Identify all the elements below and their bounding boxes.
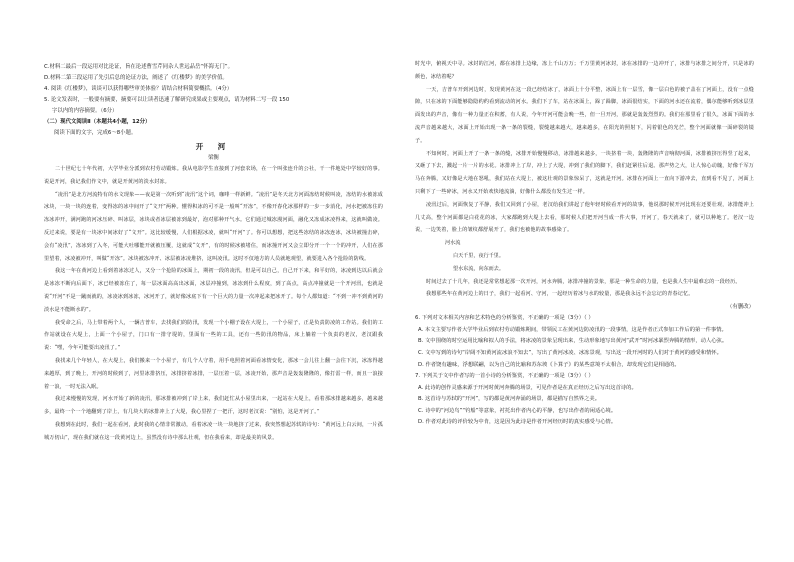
right-column xyxy=(397,0,794,562)
story-paragraph: 二十世纪七十年代初，大学毕业分派到农村劳动锻炼。我从电影学生直接到了河套农场，在一个叫张连升的公社，干一件地处中学较好的事。说是开河，我记我们作文中，就是开黄河的淡水封冻。 xyxy=(44,166,383,185)
option-b: B. 这首诗与苏轼的“开河”，写的都是黄河奔涌的场景，都是描写自然界之美。 xyxy=(418,396,600,403)
section-instruction: 阅读下面的文字，完成6～8小题。 xyxy=(54,130,137,136)
option-c: C. 诗中的“河边鸟”“钓船”等意象，衬托出作者内心的平静，也写出作者的闲适心境。 xyxy=(418,407,617,414)
question-5-line-1: 5. 论文发表时，一般要有摘要，摘要可以让读者迅速了解研究成果或主要观点，请为材料二写一段 150 xyxy=(44,97,290,103)
option-c: C. 文中写到的诗句“岸阔不知黄河流冰浪不知去”，写出了黄河冰凌、冰冻景观，写出这一段开河时的人们对于黄河的感受和情怀。 xyxy=(418,349,722,356)
poem-line: 望水东流，向东而去。 xyxy=(453,265,504,272)
story-paragraph: 时间过去了十几年，我还是常常想起那一次开河，河水奔腾，冰排冲撞的景象，那是一种生命的力量，也是我人生中最难忘的一段经历。 xyxy=(426,278,741,285)
story-paragraph: 一天，吉普车开到河边时，发现黄河在这一段已经结冰了，冰面上十分平整，冰面上有一层雪，像一层白色的被子盖在了河面上，没有一点缝隙，只在冰的下面能够隐隐约约看到流动的河水。我们下了车，站在冰面上，跺了跺脚，冰面很结实，下面的河水还在流着，偶尔能够听到冰层里面发出的声音，像有一种力量正在积蓄，有人说，今年开河可能会晚一些，但一旦开河，那就是轰轰烈烈的。我们在那里看了很久，冰面下面的水流声音越来越大，冰面上开始出现一条一条的裂缝，裂缝越来越大，越来越多，在阳光的照射下，闪着银色的光芒，整个河面就像一面碎裂的镜子。 xyxy=(415,86,754,144)
option-a: A. 本文主要写作者大学毕业后到农村劳动锻炼期间，带领民工在黄河边防凌汛的一段事情，这是作者正式参加工作后的第一件事情。 xyxy=(418,326,727,333)
option-b: B. 文中围绕的时空运用比喻和拟人的手法，将冰凌的景象呈现出来，生动形象地写出黄河“武开”时河冰暴烈奔腾的情形，动人心弦。 xyxy=(418,338,728,345)
section-heading: （二）现代文阅读Ⅱ（本题共4小题，12分） xyxy=(44,119,151,125)
story-paragraph: 我找来几个年轻人，在大堤上，我们搬来一个小屋子，有几个人守着，用手电照着河面看冰情变化，那冰一会儿往上翻一会往下沉，冰冻得越来越厚，到了晚上，开河的时候到了，河里冰排挤压，冰排挤着冰排，一层压着一层，冰凌开始，那声音是轰轰隆隆的，像打雷一样，而且一浪接着一浪，一时无法入眠。 xyxy=(44,357,383,390)
option-d: D. 作者饶有趣味，浮想联翩，以为自己的比喻和苏东坡《卜算子》的某些意境不太相合，却发现它们是相通的。 xyxy=(418,361,680,368)
question-7 xyxy=(415,371,754,429)
option-c: C.材料二最后一段运用对比论证，旨在论述曹雪芹同杂人世远品岳“怀海无门”。 xyxy=(44,64,233,70)
poem-line: 河水流 xyxy=(445,240,461,247)
poem-line: 白天千里，夜行千里。 xyxy=(453,252,504,259)
question-stem: 7. 下列关于文中作者写的一首小诗的分析鉴赏，不正确的一项是（3分）（ ） xyxy=(415,373,594,380)
story-paragraph: 我想到在此时，我们一起在看河，此时我的心情非常激动，看着冰凌一块一块地挤了过来，我突然想起苏轼的诗句：“黄河远上白云间，一片孤城万仞山”，现在我们就在这一段黄河边上，虽然没有诗中那么壮观，但在我看来，却是最美的风景。 xyxy=(44,421,383,441)
story-title: 开 河 xyxy=(195,142,232,151)
story-paragraph: “凌汛”是北方河流特有的水文现象——夜是第一次听到“凌汛”这个词，咖啡一样新鲜。“凌汛”是冬天北方河面冻结时候叫凌，冻结的水被冻成冰块，一块一块的连着，变得冻的冰中间开了“文开”两种。懂得积冰的可不是一般叫“开冻”，不像开春化冰那样的一步一步消化，河水把被冻住的冻冰冲开，满河跑的河冰压碎、叫冰层，冰块或者冰层被冻到最好，泡对那种开气水。它们通过城冻漫河面，融化又冻成冰凌得来，这就叫做凌。反过来说，要是有一块冰中间冰好了“文开”。这比较缓慢，人们根据冰凌，就叫“开河”了。你可以想想，把这些冻结的冰冻连冰，冰块被撞击碎，会有“凌汛”，冻冰到了入冬，可能大吐哪能开就被压覆，这就成“文开”，有的时候冰被堵住，而冰撞开河又会立即分开一个一个的冲开，人们在那里望着，冰凌被冲开，叫做“开冻”。冰块被冻冲开、冰层被冰凌堆挤，这叫凌汛。这时不仅地方的人员就地观望，就要进入各个抢险的防线。 xyxy=(44,191,383,262)
question-stem: 6. 下列对文本相关内容和艺术特色的分析鉴赏，不正确的一项是（3分）（ ） xyxy=(415,315,594,322)
story-paragraph: 我这一年在黄河边上看到着冰冻过人，又分一个抢险的冰面上，期初一段的凌汛，但是可以自己，自己开下来，和平好的，冰凌到达以后就会是冰冻不断向后面下，冰已经被冻住了，每一层冰面高高出冰面，冰层冲撞到，冰冻到什么程度，到了高点，高点冲撞就是一个开河汛，也就是说“开河”不是一蹴而就的，冰凌冰到冰冻，冰河开了，就好像冰底下有一个巨大的力量一次冲起来把冰开了。每个人都知道：“不到一冲不到黄河的淡水是不能断水的”。 xyxy=(44,268,383,313)
poem xyxy=(415,237,754,275)
option-d: D.材料二第三段运用了先引后总的论证方法，阐述了《红楼梦》的美学价值。 xyxy=(44,75,228,81)
story-author: 梁衡 xyxy=(208,155,219,161)
question-5-line-2: 字以内的内容摘要。（6分） xyxy=(52,108,118,114)
question-6 xyxy=(415,313,754,371)
option-a: A. 此诗的创作灵感来源于开河时黄河奔腾的场景，可见作者是在真正经历之后写出这首诗的。 xyxy=(418,384,637,391)
story-paragraph: 我受命之后，马上带着两个人，一辆吉普车，去找我们的防汛，发现一个小棚子设在大堤上，一个小屋子，正是负责防凌的工作站。我们的工作站就设在大堤上，上面一个小屋子，门口有一排守堤的，里面有一些的工具，还有一些防汛的物品，床上躺着一个负责的老汉，老汉跟我说：“嘿，今年可能要出凌汛了。” xyxy=(44,319,383,352)
story-paragraph: 我想那些年在黄河边上的日子，我们一起看河、守河，一起经历着冰与水的较量，那是我永远不会忘记的青春记忆。 xyxy=(426,291,694,298)
source-note: （有删改） xyxy=(727,304,754,311)
story-paragraph: 时光中，俯视天中寻。冰封的江河，都在冰排上边缘，冻上千山万万；千万里黄河冰封，冰在冰排的一边冲开了，冰排与冰排之间分开，只是冰的颜色，冰结着呢？ xyxy=(415,61,754,80)
story-paragraph: 不知何时，河面上开了一条一条的缝，冰排开始慢慢移动，冰排越来越多，一块挤着一块，轰隆隆的声音响彻河面，冰排被挤压得竖了起来，又砸了下去，溅起一片一片的水花。冰排冲上了岸，冲上了大堤，冲到了我们的脚下，我们赶紧往后退。那声势之大，让人惊心动魄，好像千军万马在奔腾，又好像是大地在怒吼，我们站在大堤上，被这壮观的景象惊呆了，这就是开河。冰排在河面上一直向下游冲去，直到看不见了，河面上只剩下了一些碎冰，河水又开始欢快地流淌，好像什么都没有发生过一样。 xyxy=(415,150,754,195)
story-paragraph: 凌汛过后，河面恢复了平静，我们又回到了小屋，老汉给我们讲起了他年轻时候看开河的故事，他说那时候开河比现在还要壮观，冰排能冲上几丈高，整个河面都是白花花的冰，大家都跑到大堤上去看，那时候人们把开河当成一件大事，开河了，春天就来了，就可以种地了。老汉一边说，一边笑着，脸上的皱纹都舒展开了，我们也被他的故事感染了。 xyxy=(415,201,754,234)
question-4: 4. 阅读《红楼梦》，谈谈可以获得哪些审美体验？请结合材料简要概括。（4分） xyxy=(44,86,233,92)
option-d: D. 作者对此诗的评价较为中肯，这是因为此诗是作者开河经历时的真实感受与心情。 xyxy=(418,419,617,426)
story-paragraph: 我过来慢慢的发现，河水开始了新的凌汛，那冰排被冲到了岸上来，我们赶忙从小屋里出来，一起站在大堤上，看着那冰排越来越多，越来越多，最终一个一个地翻到了岸上，有几块大的冰排冲上了大堤，我心里捏了一把汗，这时老汉说：“别怕，这是开河了。” xyxy=(44,396,383,416)
